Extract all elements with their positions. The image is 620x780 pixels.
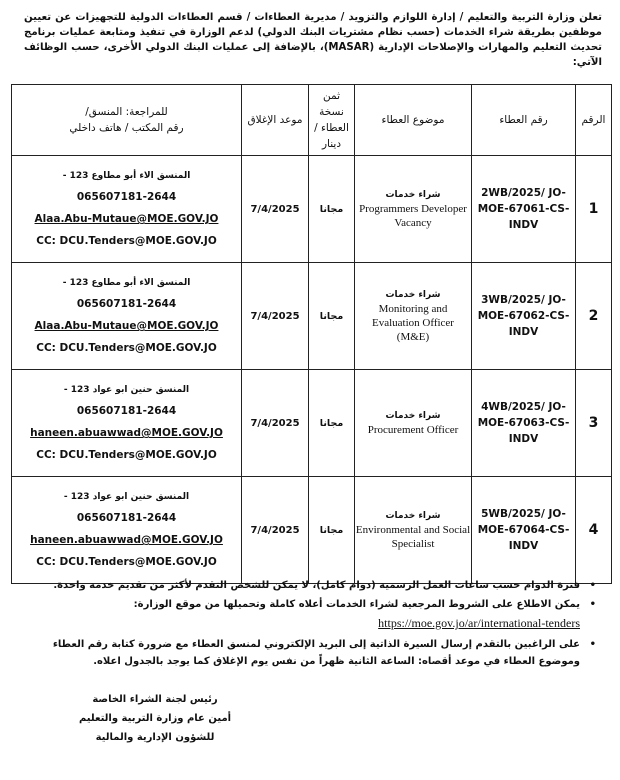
coordinator-name: المنسق حنين ابو عواد 123 -: [63, 492, 190, 502]
ref-line: 4WB/2025/ JO-: [481, 401, 566, 413]
ref-line: INDV: [508, 433, 539, 445]
cc-email: CC: DCU.Tenders@MOE.GOV.JO: [36, 235, 217, 247]
tenders-website-link[interactable]: https://moe.gov.jo/ar/international-tenders: [378, 616, 580, 630]
ref-line: MOE-67061-CS-: [477, 203, 570, 215]
tenders-table: [11, 84, 612, 584]
tender-price: مجانا: [309, 370, 355, 477]
signature-line-2: أمين عام وزارة التربية والتعليم: [78, 713, 232, 724]
notes-section: [30, 577, 598, 672]
bullet-icon: •: [589, 639, 596, 650]
header-subject: موضوع العطاء: [355, 85, 472, 156]
coordinator-email-link[interactable]: haneen.abuawwad@MOE.GOV.JO: [30, 427, 223, 439]
ref-line: MOE-67064-CS-: [477, 524, 570, 536]
subject-english: Monitoring and Evaluation Officer (M&E): [372, 303, 454, 343]
tender-subject: [355, 370, 472, 477]
tender-contact: [12, 156, 242, 263]
header-contact: [12, 85, 242, 156]
coordinator-phone: 065607181-2644: [76, 405, 177, 417]
row-index: 4: [576, 477, 612, 584]
row-index: 1: [576, 156, 612, 263]
note-item: [30, 636, 598, 670]
subject-english: Environmental and Social Specialist: [355, 524, 471, 550]
tender-deadline: 7/4/2025: [242, 477, 309, 584]
row-index: 2: [576, 263, 612, 370]
header-index: الرقم: [576, 85, 612, 156]
ref-line: INDV: [508, 219, 539, 231]
tender-contact: [12, 477, 242, 584]
signature-line-1: رئيس لجنة الشراء الخاصة: [92, 694, 218, 705]
coordinator-email-link[interactable]: haneen.abuawwad@MOE.GOV.JO: [30, 534, 223, 546]
ref-line: MOE-67062-CS-: [477, 310, 570, 322]
subject-english: Procurement Officer: [367, 424, 459, 436]
coordinator-email-link[interactable]: Alaa.Abu-Mutaue@MOE.GOV.JO: [34, 320, 219, 332]
bullet-icon: •: [589, 599, 596, 610]
coordinator-phone: 065607181-2644: [76, 298, 177, 310]
tender-contact: [12, 263, 242, 370]
ref-line: 3WB/2025/ JO-: [481, 294, 566, 306]
signature-line-3: للشؤون الإدارية والمالية: [95, 732, 215, 743]
note-terms-of-reference: يمكن الاطلاع على الشروط المرجعية لشراء الخدمات أعلاه كاملة وتحميلها من موقع الوزارة:: [133, 599, 580, 610]
coordinator-name: المنسق الاء أبو مطاوع 123 -: [62, 278, 191, 288]
ref-line: 5WB/2025/ JO-: [481, 508, 566, 520]
tender-deadline: 7/4/2025: [242, 370, 309, 477]
note-working-hours: فترة الدوام حسب ساعات العمل الرسمية (دوام كامل)، لا يمكن للشخص التقدم لأكثر من تقديم خدمة واحدة.: [53, 580, 580, 591]
coordinator-email-link[interactable]: Alaa.Abu-Mutaue@MOE.GOV.JO: [34, 213, 219, 225]
tender-price: مجانا: [309, 477, 355, 584]
header-deadline: موعد الإغلاق: [242, 85, 309, 156]
header-contact-line2: رقم المكتب / هاتف داخلي: [69, 122, 184, 134]
bullet-icon: •: [589, 580, 596, 591]
header-ref: رقم العطاء: [472, 85, 576, 156]
table-row: [12, 477, 612, 584]
table-row: [12, 263, 612, 370]
coordinator-name: المنسق حنين ابو عواد 123 -: [63, 385, 190, 395]
coordinator-phone: 065607181-2644: [76, 191, 177, 203]
tender-subject: [355, 477, 472, 584]
tender-price: مجانا: [309, 156, 355, 263]
tender-ref: [472, 156, 576, 263]
tender-ref: [472, 263, 576, 370]
tender-subject: [355, 263, 472, 370]
row-index: 3: [576, 370, 612, 477]
tender-subject: [355, 156, 472, 263]
cc-email: CC: DCU.Tenders@MOE.GOV.JO: [36, 556, 217, 568]
note-application-instructions: على الراغبين بالتقدم إرسال السيرة الذاتية إلى البريد الإلكتروني لمنسق العطاء مع ضرورة كتابة رقم العطاء وموضوع العطاء في موعد أقصاه: الساعة الثانية ظهراً من نفس يوم الإغلاق كما يوجد بالجدول اعلاه.: [52, 639, 580, 667]
subject-arabic: شراء خدمات: [385, 290, 441, 300]
intro-paragraph: تعلن وزارة التربية والتعليم / إدارة اللوازم والتزويد / مديرية العطاءات / قسم العطاءات الدولية للتجهيزات عن تعيين موظفين بطريقة شراء الخدمات (حسب نظام مشتريات البنك الدولي) لدعم الوزارة في تنفيذ ومتابعة عمليات برنامج تحديث التعليم والمهارات والإصلاحات الإدارية (MASAR)، بالإضافة إلى عمليات البنك الدولي الأخرى، حسب الوظائف الآتي:: [24, 12, 602, 68]
subject-arabic: شراء خدمات: [385, 411, 441, 421]
note-item: [30, 577, 598, 594]
tender-ref: [472, 477, 576, 584]
cc-email: CC: DCU.Tenders@MOE.GOV.JO: [36, 342, 217, 354]
ref-line: INDV: [508, 540, 539, 552]
table-row: [12, 370, 612, 477]
tender-deadline: 7/4/2025: [242, 156, 309, 263]
cc-email: CC: DCU.Tenders@MOE.GOV.JO: [36, 449, 217, 461]
subject-arabic: شراء خدمات: [385, 511, 441, 521]
header-contact-line1: للمراجعة: المنسق/: [85, 106, 168, 118]
ref-line: INDV: [508, 326, 539, 338]
coordinator-name: المنسق الاء أبو مطاوع 123 -: [62, 171, 191, 181]
table-header-row: [12, 85, 612, 156]
header-price: ثمن نسخة العطاء / دينار: [309, 85, 355, 156]
tender-deadline: 7/4/2025: [242, 263, 309, 370]
note-item: [30, 596, 598, 613]
ref-line: MOE-67063-CS-: [477, 417, 570, 429]
subject-english: Programmers Developer Vacancy: [359, 203, 467, 229]
table-row: [12, 156, 612, 263]
ref-line: 2WB/2025/ JO-: [481, 187, 566, 199]
coordinator-phone: 065607181-2644: [76, 512, 177, 524]
subject-arabic: شراء خدمات: [385, 190, 441, 200]
tender-price: مجانا: [309, 263, 355, 370]
tender-contact: [12, 370, 242, 477]
signature-block: [70, 690, 240, 747]
tender-ref: [472, 370, 576, 477]
